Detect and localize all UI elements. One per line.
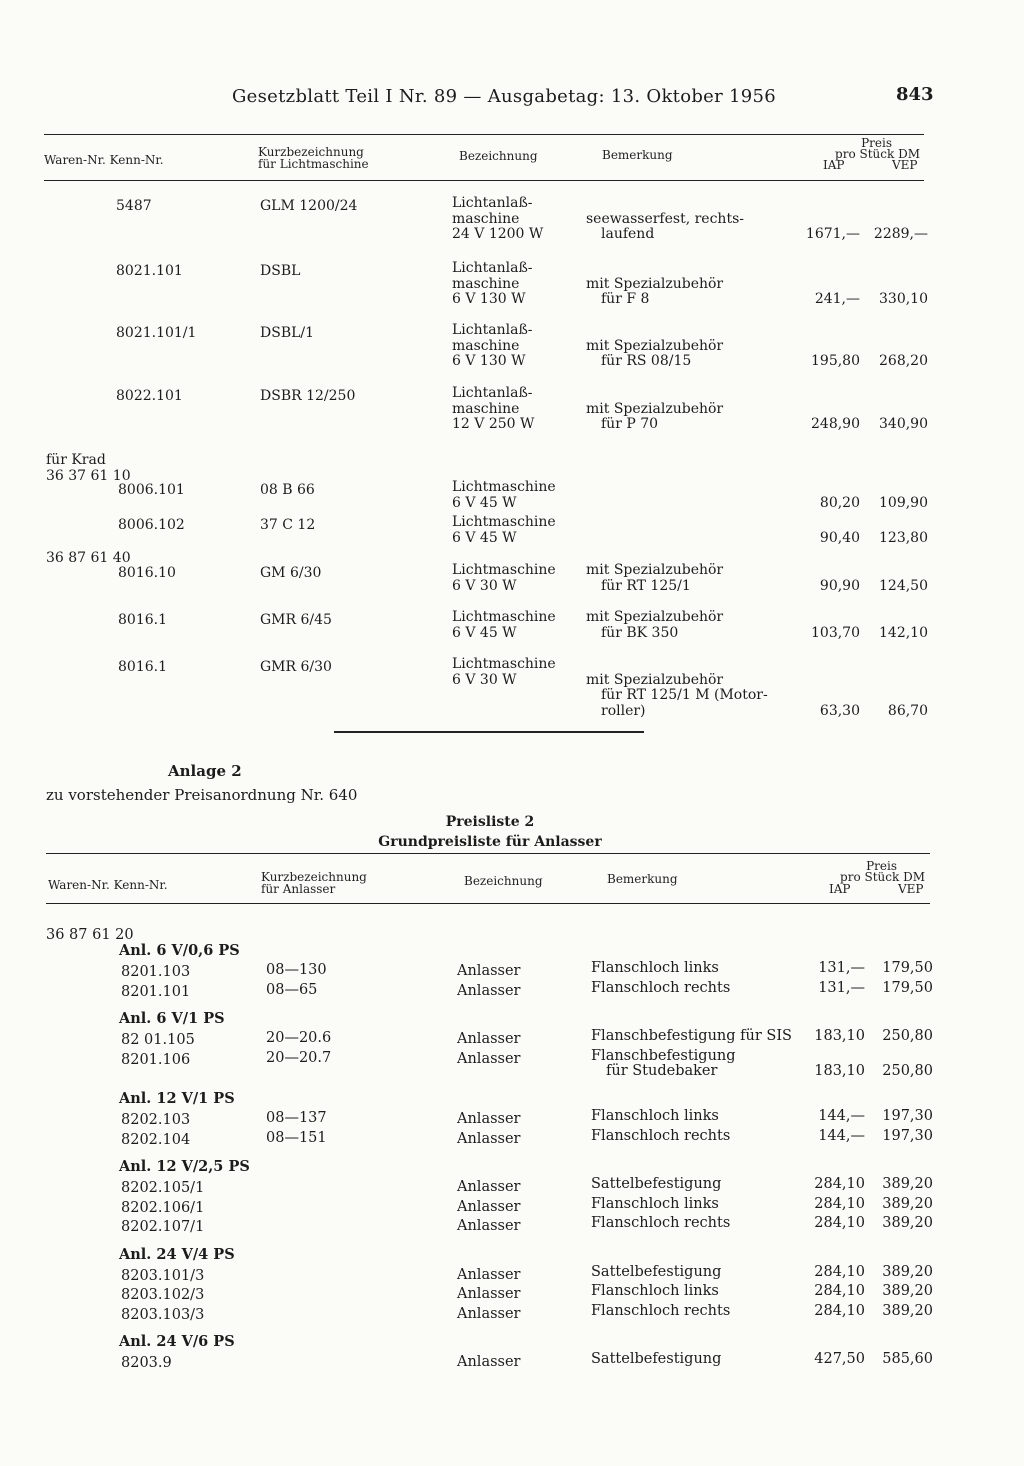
table1-kurzbezeichnung: DSBL/1 (260, 325, 315, 341)
table1-kurzbezeichnung: GLM 1200/24 (260, 198, 358, 214)
table2-col-waren-kenn: Waren-Nr. Kenn-Nr. (48, 878, 168, 892)
table1-price-vep: 330,10 (879, 291, 928, 307)
table1-col-pro-stueck: pro Stück DM (835, 147, 920, 161)
table2-price-vep: 389,20 (882, 1283, 933, 1299)
table2-col-kurz-1: Kurzbezeichnung (261, 870, 367, 884)
table1-bemerkung: seewasserfest, rechts- (586, 210, 744, 227)
table1-bemerkung: für F 8 (601, 291, 650, 307)
table2-section-heading: Anl. 12 V/2,5 PS (119, 1158, 250, 1175)
table1-price-vep: 123,80 (879, 529, 928, 546)
table2-price-iap: 284,10 (814, 1263, 865, 1280)
table1-price-vep: 340,90 (879, 416, 928, 432)
table2-price-vep: 179,50 (882, 979, 933, 996)
table1-bemerkung: für P 70 (601, 416, 659, 432)
table1-waren-nr: 8021.101/1 (116, 325, 197, 341)
table2-kurzbezeichnung: 08—151 (266, 1129, 327, 1146)
table2-price-iap: 284,10 (814, 1176, 865, 1192)
table1-price-iap: 90,90 (819, 577, 860, 594)
table1-waren-nr: 8016.1 (118, 659, 167, 675)
table2-col-bemerkung: Bemerkung (607, 872, 678, 886)
table2-waren-nr: 8201.103 (121, 964, 191, 980)
table1-bezeichnung: 12 V 250 W (452, 416, 535, 432)
table1-bezeichnung: 6 V 45 W (452, 494, 517, 511)
table2-waren-nr: 8203.9 (121, 1355, 172, 1371)
table2-kurzbezeichnung: 20—20.7 (266, 1049, 332, 1066)
preisliste-title: Preisliste 2 (445, 814, 535, 830)
table2-bemerkung: Flanschloch rechts (591, 1215, 731, 1231)
table1-bezeichnung: maschine (452, 210, 520, 227)
table1-kurzbezeichnung: 08 B 66 (260, 482, 315, 498)
table1-bezeichnung: Lichtanlaß- (452, 260, 533, 276)
table2-price-vep: 585,60 (882, 1351, 933, 1367)
table1-price-iap: 241,— (814, 291, 860, 307)
table1-bezeichnung: Lichtanlaß- (452, 322, 533, 338)
table2-bemerkung: Sattelbefestigung (591, 1176, 722, 1192)
table1-bemerkung: mit Spezialzubehör (586, 609, 724, 625)
table1-bezeichnung: 6 V 45 W (452, 529, 517, 546)
table2-kurzbezeichnung: 08—130 (266, 962, 327, 978)
table2-price-iap: 427,50 (814, 1351, 865, 1367)
table2-price-iap: 183,10 (814, 1063, 865, 1079)
table2-price-iap: 284,10 (814, 1283, 865, 1299)
table2-bemerkung: Flanschloch links (591, 960, 719, 976)
table1-col-bemerkung: Bemerkung (602, 148, 673, 162)
table1-col-preis: Preis (861, 136, 892, 150)
table2-header-rule (46, 903, 930, 904)
table2-bemerkung: für Studebaker (606, 1063, 718, 1079)
table2-price-vep: 197,30 (882, 1108, 933, 1124)
table1-group-krad: für Krad (46, 452, 106, 468)
table1-price-vep: 268,20 (879, 353, 928, 369)
table2-price-iap: 144,— (818, 1108, 865, 1124)
table1-waren-nr: 5487 (116, 198, 152, 214)
table2-waren-nr: 8201.106 (121, 1051, 191, 1068)
table2-bezeichnung: Anlasser (457, 1111, 521, 1127)
table1-bemerkung: für RT 125/1 (601, 577, 691, 594)
table2-bezeichnung: Anlasser (457, 1305, 521, 1322)
table2-waren-nr: 8201.101 (121, 983, 191, 1000)
table1-bemerkung: mit Spezialzubehör (586, 400, 724, 417)
table1-price-iap: 80,20 (819, 494, 860, 511)
table2-bemerkung: Sattelbefestigung (591, 1263, 722, 1280)
table1-waren-nr: 8021.101 (116, 263, 183, 279)
table2-waren-nr: 8202.106/1 (121, 1199, 205, 1216)
table1-group-code: 36 87 61 40 (46, 550, 131, 566)
table2-bezeichnung: Anlasser (457, 1354, 521, 1370)
table1-bezeichnung: Lichtmaschine (452, 562, 556, 578)
table2-bezeichnung: Anlasser (457, 1050, 521, 1067)
table2-bezeichnung: Anlasser (457, 1130, 521, 1147)
table2-waren-nr: 8203.101/3 (121, 1267, 205, 1284)
table1-waren-nr: 8016.1 (118, 612, 167, 628)
table1-bemerkung: für BK 350 (601, 624, 679, 641)
table1-price-vep: 2289,— (873, 226, 928, 242)
table2-bemerkung: Flanschloch links (591, 1195, 719, 1212)
table1-kurzbezeichnung: GMR 6/30 (260, 659, 332, 675)
table1-bemerkung: laufend (601, 226, 655, 242)
table2-price-iap: 131,— (818, 960, 865, 976)
table1-bezeichnung: Lichtmaschine (452, 479, 556, 495)
table1-price-vep: 109,90 (879, 494, 928, 511)
table1-kurzbezeichnung: 37 C 12 (260, 517, 316, 533)
table2-col-kurz-2: für Anlasser (261, 882, 336, 896)
table2-waren-nr: 8202.107/1 (121, 1219, 205, 1235)
page-number: 843 (896, 84, 934, 105)
table2-price-vep: 250,80 (882, 1063, 933, 1079)
table2-top-rule (46, 853, 930, 854)
table1-bezeichnung: maschine (452, 275, 520, 292)
table2-bezeichnung: Anlasser (457, 982, 521, 999)
table1-bezeichnung: 6 V 45 W (452, 624, 517, 641)
table1-top-rule (44, 134, 924, 135)
table1-bezeichnung: Lichtanlaß- (452, 195, 533, 211)
table1-header-rule (44, 180, 924, 181)
table2-section-heading: Anl. 24 V/4 PS (119, 1245, 235, 1263)
table2-price-vep: 250,80 (882, 1028, 933, 1044)
table1-bezeichnung: Lichtmaschine (452, 514, 556, 530)
table2-bemerkung: Flanschloch rechts (591, 1302, 731, 1319)
table2-price-vep: 389,20 (882, 1176, 933, 1192)
table2-price-vep: 389,20 (882, 1215, 933, 1231)
table1-bezeichnung: Lichtmaschine (452, 656, 556, 672)
table1-col-bezeichnung: Bezeichnung (459, 149, 538, 163)
table2-section-heading: Anl. 6 V/0,6 PS (119, 942, 240, 959)
table1-col-iap: IAP (823, 158, 845, 172)
table2-waren-nr: 82 01.105 (121, 1032, 195, 1048)
table2-kurzbezeichnung: 08—65 (266, 981, 318, 998)
table2-price-vep: 179,50 (882, 960, 933, 976)
table1-kurzbezeichnung: GM 6/30 (260, 565, 322, 581)
table2-bezeichnung: Anlasser (457, 1179, 521, 1195)
preisliste-subtitle: Grundpreisliste für Anlasser (378, 834, 602, 850)
table2-bezeichnung: Anlasser (457, 1031, 521, 1047)
table1-price-iap: 248,90 (811, 416, 860, 432)
table1-bezeichnung: 6 V 130 W (452, 353, 526, 369)
table2-bemerkung: Flanschloch links (591, 1108, 719, 1124)
table1-kurzbezeichnung: DSBL (260, 263, 301, 279)
table1-col-waren-kenn: Waren-Nr. Kenn-Nr. (44, 153, 164, 167)
table2-bezeichnung: Anlasser (457, 1218, 521, 1234)
table1-bezeichnung: maschine (452, 337, 520, 354)
table1-price-iap: 103,70 (811, 624, 860, 641)
table1-col-vep: VEP (892, 158, 918, 172)
table1-bezeichnung: 6 V 30 W (452, 671, 517, 688)
table2-price-iap: 131,— (818, 979, 865, 996)
table1-waren-nr: 8006.101 (118, 482, 185, 498)
table1-waren-nr: 8006.102 (118, 517, 185, 533)
table1-kurzbezeichnung: DSBR 12/250 (260, 388, 356, 404)
table2-waren-nr: 8202.103 (121, 1112, 191, 1128)
table1-bezeichnung: Lichtanlaß- (452, 385, 533, 401)
table1-bemerkung: mit Spezialzubehör (586, 671, 724, 688)
table2-section-heading: Anl. 6 V/1 PS (119, 1010, 225, 1027)
page-header-title: Gesetzblatt Teil I Nr. 89 — Ausgabetag: 13. Oktober 1956 (232, 86, 777, 107)
table2-bemerkung: Flanschloch links (591, 1283, 719, 1299)
table1-group-krad-code: 36 37 61 10 (46, 468, 131, 484)
table1-bezeichnung: maschine (452, 400, 520, 417)
table2-bezeichnung: Anlasser (457, 1198, 521, 1215)
table2-col-bezeichnung: Bezeichnung (464, 874, 543, 888)
table2-price-iap: 284,10 (814, 1195, 865, 1212)
table1-col-kurz-1: Kurzbezeichnung (258, 145, 364, 159)
table1-price-vep: 86,70 (887, 702, 928, 719)
table2-col-vep: VEP (898, 882, 924, 896)
anlage-title: Anlage 2 (168, 762, 242, 780)
table1-bezeichnung: 24 V 1200 W (452, 226, 544, 242)
table1-price-iap: 63,30 (819, 702, 860, 719)
table1-col-kurz-2: für Lichtmaschine (258, 157, 369, 171)
table2-col-pro-stueck: pro Stück DM (840, 870, 925, 884)
table2-section-heading: Anl. 24 V/6 PS (119, 1333, 235, 1350)
table2-price-vep: 389,20 (882, 1195, 933, 1212)
table2-price-vep: 197,30 (882, 1127, 933, 1144)
table2-waren-nr: 8202.104 (121, 1131, 191, 1148)
table1-price-iap: 1671,— (805, 226, 860, 242)
table1-bezeichnung: 6 V 30 W (452, 577, 517, 594)
table2-price-iap: 284,10 (814, 1302, 865, 1319)
table1-bemerkung: mit Spezialzubehör (586, 275, 724, 292)
table2-bezeichnung: Anlasser (457, 1266, 521, 1283)
table1-waren-nr: 8022.101 (116, 388, 183, 404)
table2-section-heading: Anl. 12 V/1 PS (119, 1090, 235, 1107)
table2-bemerkung: Flanschloch rechts (591, 1127, 731, 1144)
table2-bezeichnung: Anlasser (457, 963, 521, 979)
table1-bemerkung: für RS 08/15 (601, 353, 692, 369)
table2-price-vep: 389,20 (882, 1263, 933, 1280)
table2-price-iap: 183,10 (814, 1028, 865, 1044)
table1-bemerkung: für RT 125/1 M (Motor- (601, 687, 768, 703)
table2-bezeichnung: Anlasser (457, 1286, 521, 1302)
table2-price-iap: 144,— (818, 1127, 865, 1144)
table2-waren-nr: 8203.102/3 (121, 1287, 205, 1303)
table2-bemerkung: Sattelbefestigung (591, 1351, 722, 1367)
table2-group-code: 36 87 61 20 (46, 927, 134, 943)
table1-bezeichnung: 6 V 130 W (452, 291, 526, 307)
table2-price-iap: 284,10 (814, 1215, 865, 1231)
table1-waren-nr: 8016.10 (118, 565, 176, 581)
table1-price-vep: 124,50 (879, 577, 928, 594)
table2-waren-nr: 8203.103/3 (121, 1306, 205, 1323)
table1-bezeichnung: Lichtmaschine (452, 609, 556, 625)
table2-kurzbezeichnung: 08—137 (266, 1110, 327, 1126)
table2-bemerkung: Flanschbefestigung (591, 1047, 736, 1064)
table1-bemerkung: mit Spezialzubehör (586, 337, 724, 354)
anlage-subtitle: zu vorstehender Preisanordnung Nr. 640 (46, 786, 358, 804)
table1-bemerkung: mit Spezialzubehör (586, 562, 724, 578)
table2-waren-nr: 8202.105/1 (121, 1180, 205, 1196)
table2-bemerkung: Flanschloch rechts (591, 979, 731, 996)
table1-kurzbezeichnung: GMR 6/45 (260, 612, 332, 628)
table1-price-iap: 90,40 (819, 529, 860, 546)
table1-price-iap: 195,80 (811, 353, 860, 369)
table2-kurzbezeichnung: 20—20.6 (266, 1030, 332, 1046)
table2-col-iap: IAP (829, 882, 851, 896)
table2-price-vep: 389,20 (882, 1302, 933, 1319)
table1-bemerkung: roller) (601, 702, 646, 719)
table2-col-preis: Preis (866, 859, 897, 873)
table2-bemerkung: Flanschbefestigung für SIS (591, 1028, 792, 1044)
table1-price-vep: 142,10 (879, 624, 928, 641)
table1-end-rule (334, 731, 644, 733)
